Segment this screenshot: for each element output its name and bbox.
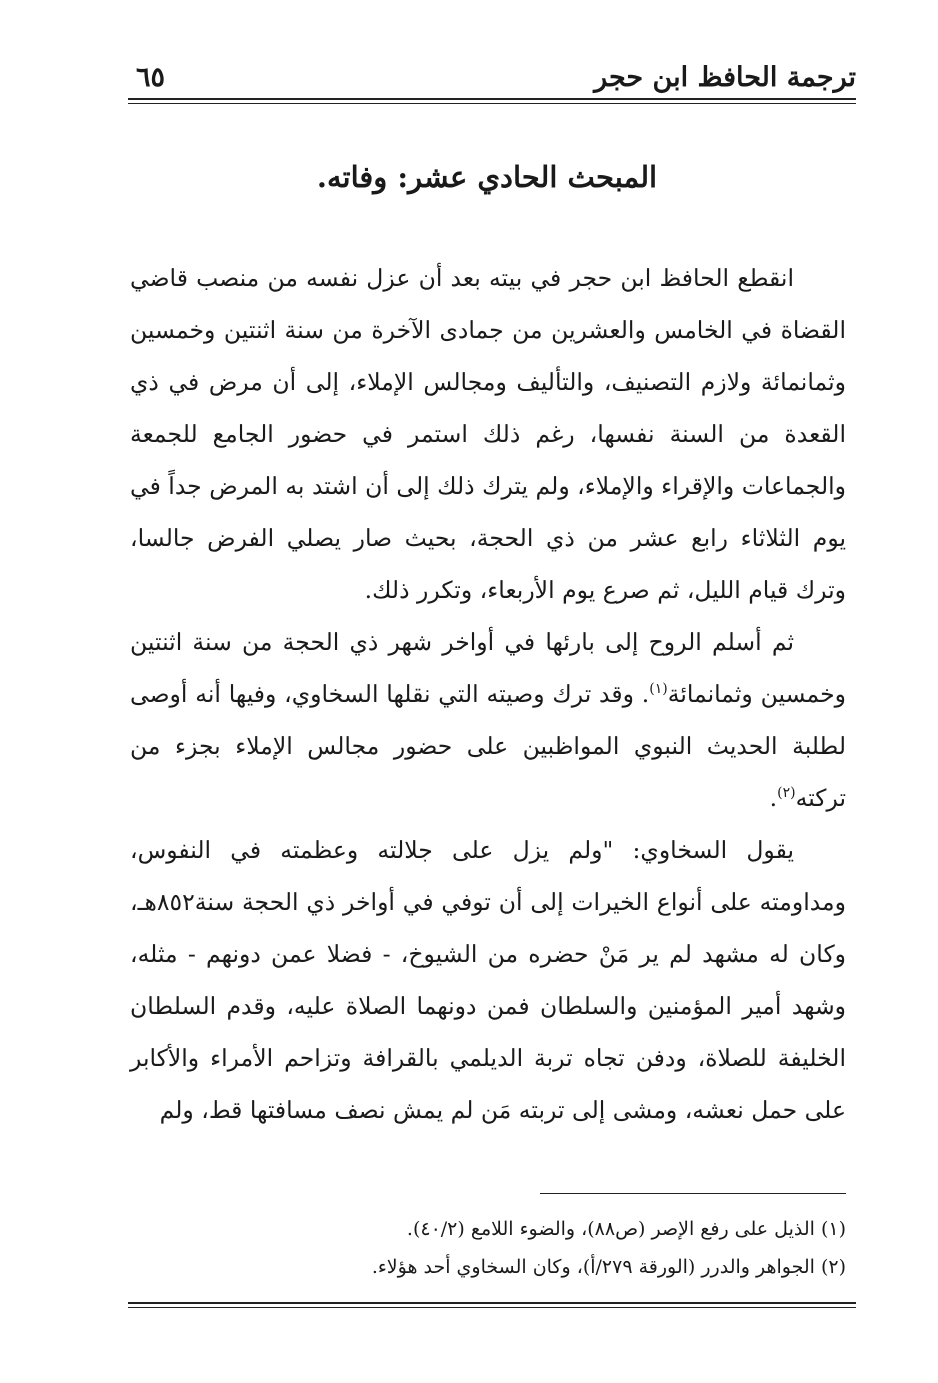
page-header (128, 58, 856, 104)
bottom-rule-thin (128, 1307, 856, 1308)
footnote-ref-2: (٢) (777, 785, 796, 802)
header-rule-thin (128, 103, 856, 104)
bottom-rule (128, 1302, 856, 1304)
page-number: ٦٥ (136, 62, 166, 93)
paragraph-2 (130, 616, 846, 824)
paragraph-2-part-3: . (769, 784, 778, 812)
footnotes (130, 1210, 846, 1286)
footnote-ref-1: (١) (649, 681, 668, 698)
footnote-2: (٢) الجواهر والدرر (الورقة ٢٧٩/أ)، وكان السخاوي أحد هؤلاء. (371, 1256, 846, 1278)
paragraph-3: يقول السخاوي: "ولم يزل على جلالته وعظمته في النفوس، ومداومته على أنواع الخيرات إلى أن توفي في أواخر ذي الحجة سنة٨٥٢هـ، وكان له مشهد لم ير مَنْ حضره من الشيوخ، - فضلا عمن دونهم - مثله، وشهد أمير المؤمنين والسلطان فمن دونهما الصلاة عليه، وقدم السلطان الخليفة للصلاة، ودفن تجاه تربة الديلمي بالقرافة وتزاحم الأمراء والأكابر على حمل نعشه، ومشى إلى تربته مَن لم يمش نصف مسافتها قط، ولم (130, 836, 846, 1124)
paragraph-2-part-1: ثم أسلم الروح إلى بارئها في أواخر شهر ذي الحجة من سنة اثنتين وخمسين وثمانمائة (130, 628, 846, 708)
footnote-1: (١) الذيل على رفع الإصر (ص٨٨)، والضوء اللامع (٤٠/٢). (406, 1218, 846, 1240)
body-text (130, 252, 846, 1136)
header-rule (128, 98, 856, 100)
footnote-separator (540, 1193, 846, 1194)
paragraph-2-part-2: . وقد ترك وصيته التي نقلها السخاوي، وفيها أنه أوصى لطلبة الحديث النبوي المواظبين على حضور مجالس الإملاء بجزء من تركته (130, 680, 846, 812)
running-title: ترجمة الحافظ ابن حجر (594, 62, 856, 93)
paragraph-1: انقطع الحافظ ابن حجر في بيته بعد أن عزل نفسه من منصب قاضي القضاة في الخامس والعشرين من جمادى الآخرة من سنة اثنتين وخمسين وثمانمائة ولازم التصنيف، والتأليف ومجالس الإملاء، إلى أن مرض في ذي القعدة من السنة نفسها، رغم ذلك استمر في حضور الجامع للجمعة والجماعات والإقراء والإملاء، ولم يترك ذلك إلى أن اشتد به المرض جداً في يوم الثلاثاء رابع عشر من ذي الحجة، بحيث صار يصلي الفرض جالسا، وترك قيام الليل، ثم صرع يوم الأربعاء، وتكرر ذلك. (130, 264, 846, 604)
section-title: المبحث الحادي عشر: وفاته. (316, 160, 658, 194)
